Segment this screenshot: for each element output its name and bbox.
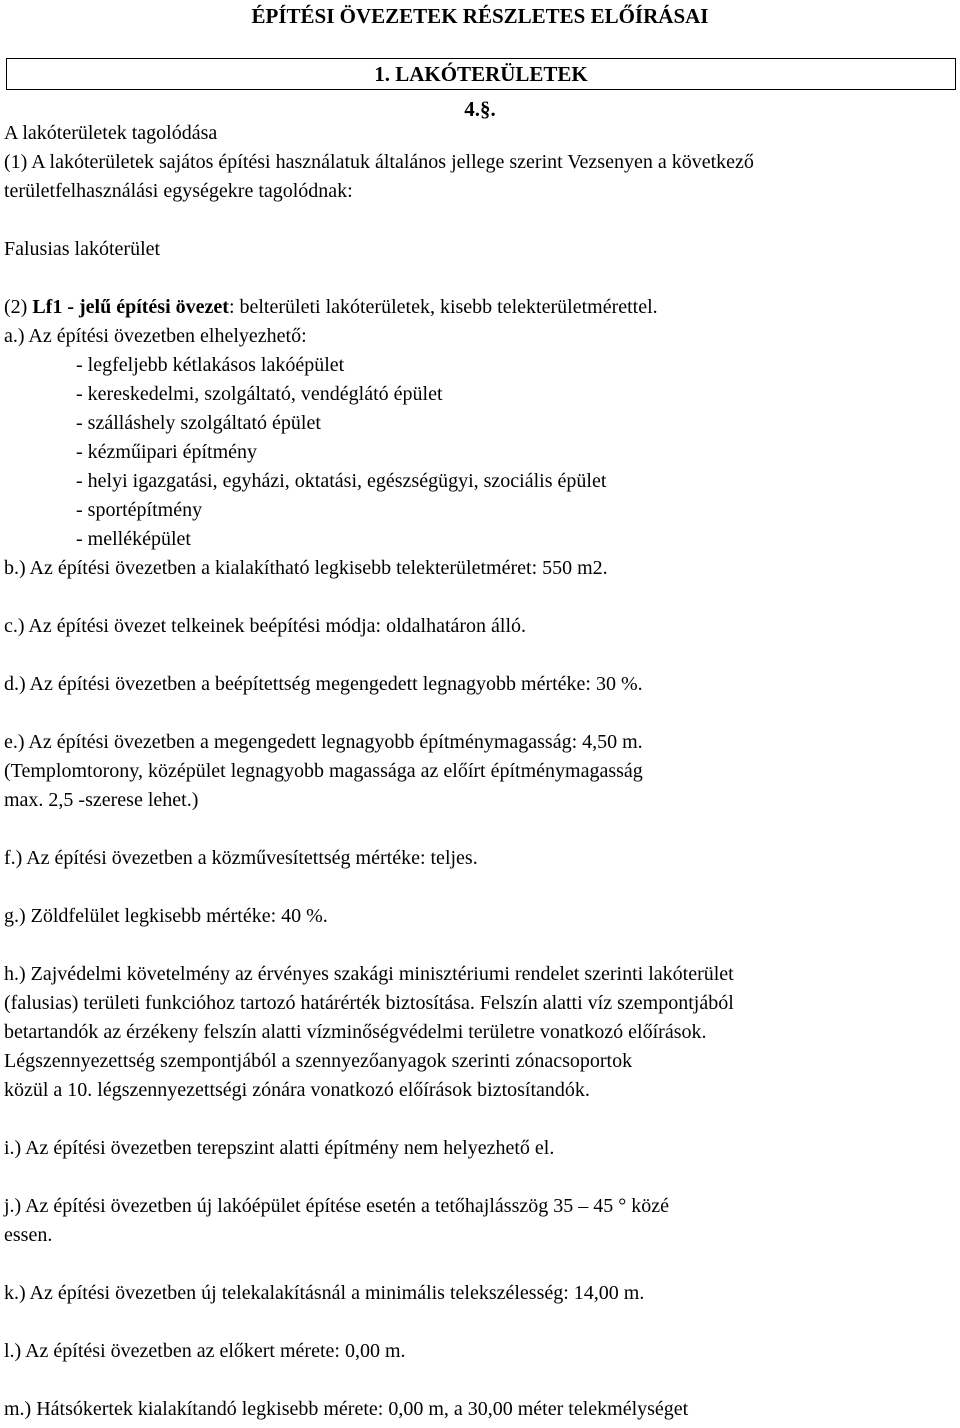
item-e-line-1: e.) Az építési övezetben a megengedett legnagyobb építménymagasság: 4,50 m.	[4, 731, 643, 753]
item-h-line-4: Légszennyezettség szempontjából a szennyezőanyagok szerinti zónacsoportok	[4, 1050, 633, 1072]
item-e-line-2: (Templomtorony, középület legnagyobb magassága az előírt építménymagasság	[4, 760, 643, 782]
section-number: 4.§.	[464, 97, 496, 121]
allowed-item: - melléképület	[76, 528, 191, 550]
item-f: f.) Az építési övezetben a közművesítettség mértéke: teljes.	[4, 847, 478, 869]
item-a-intro: a.) Az építési övezetben elhelyezhető:	[4, 325, 307, 347]
allowed-item: - szálláshely szolgáltató épület	[76, 412, 321, 434]
paragraph-2	[4, 293, 956, 322]
item-h-line-5: közül a 10. légszennyezettségi zónára vonatkozó előírások biztosítandók.	[4, 1079, 590, 1101]
item-b: b.) Az építési övezetben a kialakítható legkisebb telekterületméret: 550 m2.	[4, 557, 608, 579]
subheading-falusias: Falusias lakóterület	[4, 238, 161, 260]
item-d: d.) Az építési övezetben a beépítettség megengedett legnagyobb mértéke: 30 %.	[4, 673, 643, 695]
section-heading: A lakóterületek tagolódása	[4, 122, 218, 144]
allowed-item: - sportépítmény	[76, 499, 203, 521]
item-j-line-2: essen.	[4, 1224, 53, 1246]
chapter-title: 1. LAKÓTERÜLETEK	[374, 62, 588, 86]
item-h-line-1: h.) Zajvédelmi követelmény az érvényes szakági minisztériumi rendelet szerinti lakóterület	[4, 963, 734, 985]
item-e-line-3: max. 2,5 -szerese lehet.)	[4, 789, 199, 811]
item-h-line-2: (falusias) területi funkcióhoz tartozó határérték biztosítása. Felszín alatti víz szempontjából	[4, 992, 734, 1014]
chapter-box	[6, 58, 956, 90]
item-m: m.) Hátsókertek kialakítandó legkisebb mérete: 0,00 m, a 30,00 méter telekmélységet	[4, 1398, 689, 1420]
item-j-line-1: j.) Az építési övezetben új lakóépület építése esetén a tetőhajlásszög 35 – 45 ° közé	[4, 1195, 669, 1217]
allowed-item: - kereskedelmi, szolgáltató, vendéglátó épület	[76, 383, 443, 405]
item-l: l.) Az építési övezetben az előkert mérete: 0,00 m.	[4, 1340, 406, 1362]
allowed-item: - kézműipari építmény	[76, 441, 258, 463]
item-g: g.) Zöldfelület legkisebb mértéke: 40 %.	[4, 905, 328, 927]
paragraph-1-line-2: területfelhasználási egységekre tagolódnak:	[4, 180, 353, 202]
item-i: i.) Az építési övezetben terepszint alatti építmény nem helyezhető el.	[4, 1137, 555, 1159]
item-k: k.) Az építési övezetben új telekalakításnál a minimális telekszélesség: 14,00 m.	[4, 1282, 645, 1304]
document-body	[4, 119, 956, 1424]
paragraph-1-line-1: (1) A lakóterületek sajátos építési használatuk általános jellege szerint Vezsenyen a következő	[4, 151, 754, 173]
document-title: ÉPÍTÉSI ÖVEZETEK RÉSZLETES ELŐÍRÁSAI	[251, 4, 709, 28]
item-h-line-3: betartandók az érzékeny felszín alatti vízminőségvédelmi területre vonatkozó előírások.	[4, 1021, 707, 1043]
item-c: c.) Az építési övezet telkeinek beépítési módja: oldalhatáron álló.	[4, 615, 527, 637]
zone-name: Lf1 - jelű építési övezet	[32, 296, 229, 318]
allowed-item: - legfeljebb kétlakásos lakóépület	[76, 354, 345, 376]
paragraph-2-rest: : belterületi lakóterületek, kisebb telekterületmérettel.	[228, 296, 658, 318]
allowed-item: - helyi igazgatási, egyházi, oktatási, egészségügyi, szociális épület	[76, 470, 607, 492]
paragraph-2-prefix: (2)	[4, 296, 33, 318]
